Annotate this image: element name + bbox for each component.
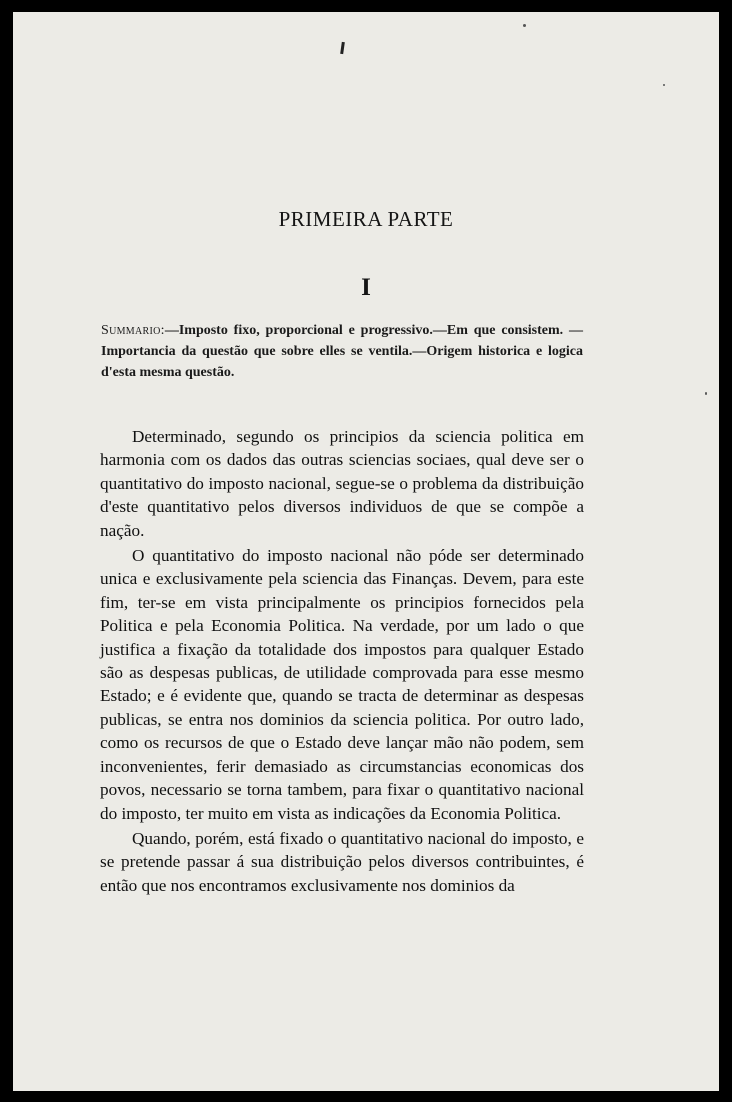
ink-mark — [340, 42, 345, 54]
speck — [523, 24, 526, 27]
chapter-summary — [101, 320, 583, 383]
book-page — [13, 12, 719, 1091]
summary-text: —Imposto fixo, proporcional e progressivo.—Em que consistem. —Importancia da questão que sobre elles se ventila.—Origem historica e logica d'esta mesma questão. — [101, 323, 583, 380]
speck — [705, 392, 707, 395]
paragraph: Determinado, segundo os principios da sciencia politica em harmonia com os dados das outras sciencias sociaes, qual deve ser o quantitativo do imposto nacional, segue-se o problema da distribuição d'este quantitativo pelos diversos individuos de que se compõe a nação. — [100, 427, 584, 540]
body-text — [100, 425, 584, 897]
paragraph: Quando, porém, está fixado o quantitativo nacional do imposto, e se pretende passar á sua distribuição pelos diversos contribuintes, é então que nos encontramos exclusivamente nos dominios da — [100, 828, 584, 895]
chapter-number: I — [361, 274, 371, 301]
paragraph: O quantitativo do imposto nacional não póde ser determinado unica e exclusivamente pela sciencia das Finanças. Devem, para este fim, ter-se em vista principalmente os principios fornecidos pela Politica e pela Economia Politica. Na verdade, por um lado o que justifica a fixação da totalidade dos impostos para qualquer Estado são as despesas publicas, de utilidade comprovada para esse mesmo Estado; e é evidente que, quando se tracta de determinar as despesas publicas, se entra nos dominios da sciencia politica. Por outro lado, como os recursos de que o Estado deve lançar mão não podem, sem inconvenientes, ferir demasiado as circumstancias economicas dos povos, necessario se torna tambem, para fixar o quantitativo nacional do imposto, ter muito em vista as indicações da Economia Politica. — [100, 546, 584, 823]
part-title: PRIMEIRA PARTE — [278, 207, 454, 231]
summary-label: Summario: — [101, 323, 165, 338]
speck — [663, 84, 665, 86]
